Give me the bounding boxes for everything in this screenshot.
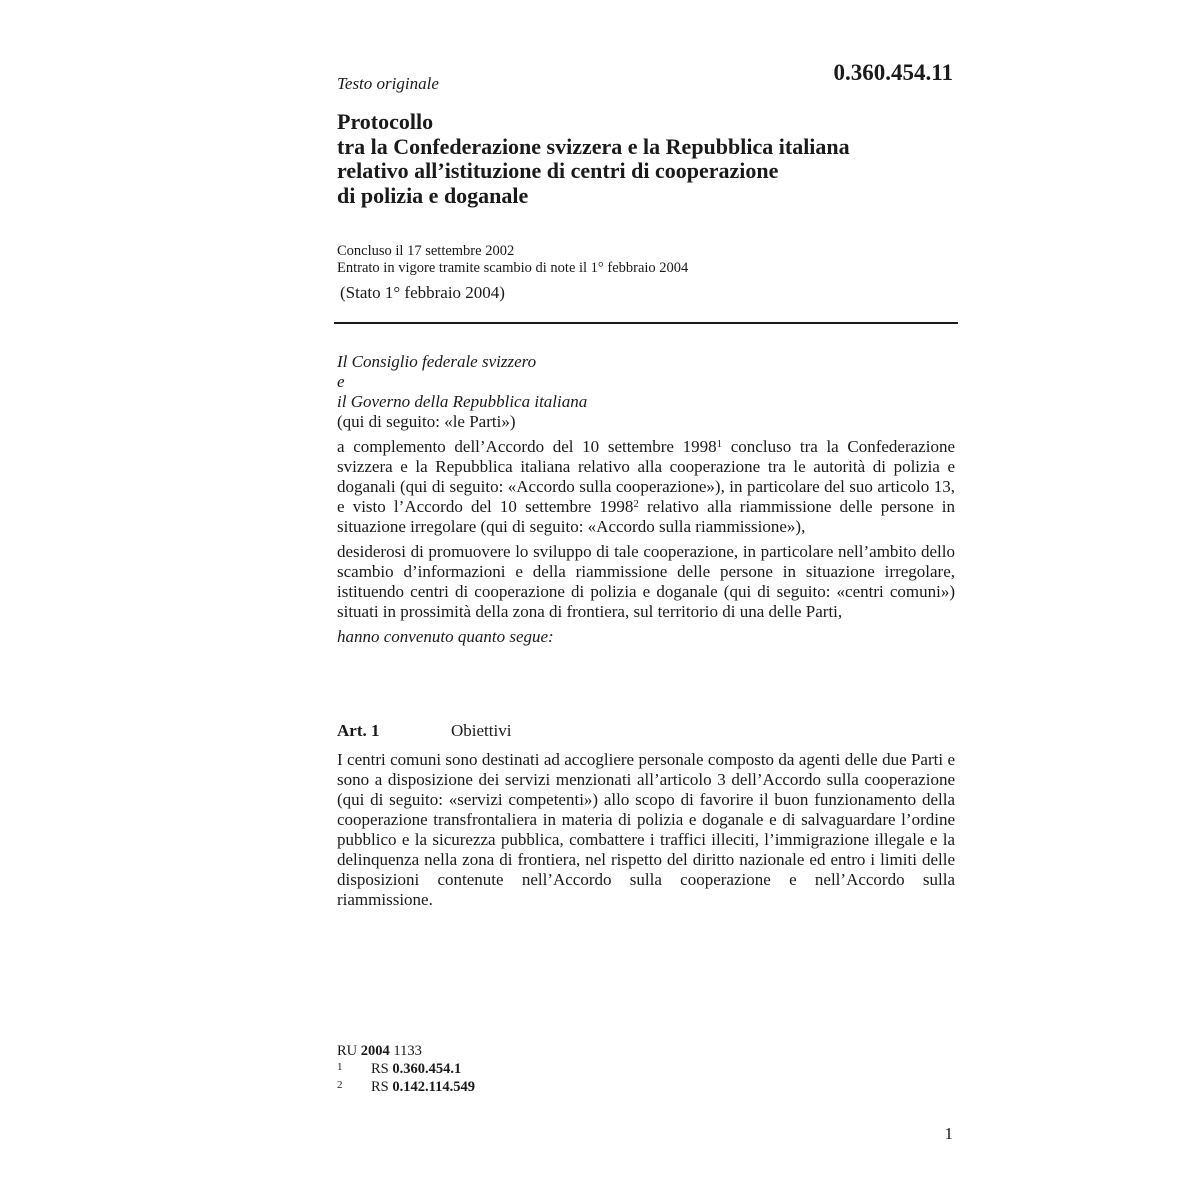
- footnote-ref-2[interactable]: 2: [633, 498, 639, 510]
- title-line: tra la Confederazione svizzera e la Repubblica italiana: [337, 133, 850, 159]
- footnote-item: [337, 1077, 737, 1095]
- footnotes: [337, 1043, 737, 1095]
- article-heading: [337, 721, 955, 741]
- article-title: Obiettivi: [451, 721, 512, 740]
- preamble-paragraph-2: desiderosi di promuovere lo sviluppo di tale cooperazione, in particolare nell’ambito dello scambio d’informazioni e della riammissione delle persone in situazione irregolare, istituendo centri di cooperazione di polizia e doganale (qui di seguito: «centri comuni») situati in prossimità della zona di frontiera, sul territorio di una delle Parti,: [337, 542, 955, 621]
- ru-reference: [337, 1043, 737, 1059]
- article-body: I centri comuni sono destinati ad accogliere personale composto da agenti delle due Parti e sono a disposizione dei servizi menzionati all’articolo 3 dell’Accordo sulla cooperazione (qui di seguito: «servizi competenti») allo scopo di favorire il buon funzionamento della cooperazione transfrontaliera in materia di polizia e doganale e di salvaguardare l’ordine pubblico e la sicurezza pubblica, combattere i traffici illeciti, l’immigrazione illegale e la delinquenza nella zona di frontiera, nel rispetto del diritto nazionale ed entro i limiti delle disposizioni contenute nell’Accordo sulla cooperazione e nell’Accordo sulla riammissione.: [337, 750, 955, 909]
- footnote-prefix: RS: [371, 1079, 393, 1095]
- parties-definition: (qui di seguito: «le Parti»): [337, 412, 516, 431]
- footnote-number: 2: [337, 1079, 343, 1091]
- article-number: Art. 1: [337, 721, 380, 740]
- concluded-date: Concluso il 17 settembre 2002: [337, 243, 515, 259]
- ru-year: 2004: [360, 1043, 390, 1059]
- preamble: [337, 352, 955, 647]
- paragraph-text: relativo alla riammissione delle persone in situazione irregolare (qui di seguito: «Accordo sulla riammissione»),: [337, 497, 955, 536]
- paragraph-text: a complemento dell’Accordo del 10 settembre 1998: [337, 437, 717, 456]
- footnote-item: [337, 1059, 737, 1077]
- header-divider: [334, 322, 958, 324]
- preamble-closing: hanno convenuto quanto segue:: [337, 627, 554, 646]
- in-force-date: Entrato in vigore tramite scambio di note il 1° febbraio 2004: [337, 260, 689, 276]
- title-line: relativo all’istituzione di centri di cooperazione: [337, 158, 779, 183]
- original-text-label: Testo originale: [337, 74, 439, 93]
- status-date: (Stato 1° febbraio 2004): [340, 283, 505, 302]
- party-swiss: Il Consiglio federale svizzero: [337, 352, 537, 371]
- title-line: di polizia e doganale: [337, 182, 529, 208]
- party-italian: il Governo della Repubblica italiana: [337, 392, 588, 411]
- page-number: 1: [944, 1124, 953, 1143]
- ru-page: 1133: [389, 1043, 422, 1059]
- sr-number: 0.360.454.11: [833, 60, 953, 85]
- footnote-prefix: RS: [371, 1061, 393, 1077]
- paragraph-text: concluso tra la Confederazione svizzera e la Repubblica italiana relativo alla cooperazione tra le autorità di polizia e doganali (qui di seguito: «Accordo sulla cooperazione»), in particolare del suo articolo 13, e visto l’Accordo del 10 settembre 1998: [337, 437, 955, 516]
- ru-prefix: RU: [337, 1043, 361, 1059]
- date-info: [337, 243, 957, 277]
- document-title: [337, 110, 957, 208]
- title-line: Protocollo: [337, 109, 434, 134]
- preamble-paragraph-1: [337, 437, 955, 537]
- footnote-ref-1[interactable]: 1: [716, 438, 723, 450]
- footnote-link[interactable]: 0.360.454.1: [392, 1061, 462, 1077]
- conjunction: e: [337, 372, 345, 391]
- footnote-number: 1: [337, 1061, 343, 1073]
- footnote-link[interactable]: 0.142.114.549: [392, 1079, 475, 1095]
